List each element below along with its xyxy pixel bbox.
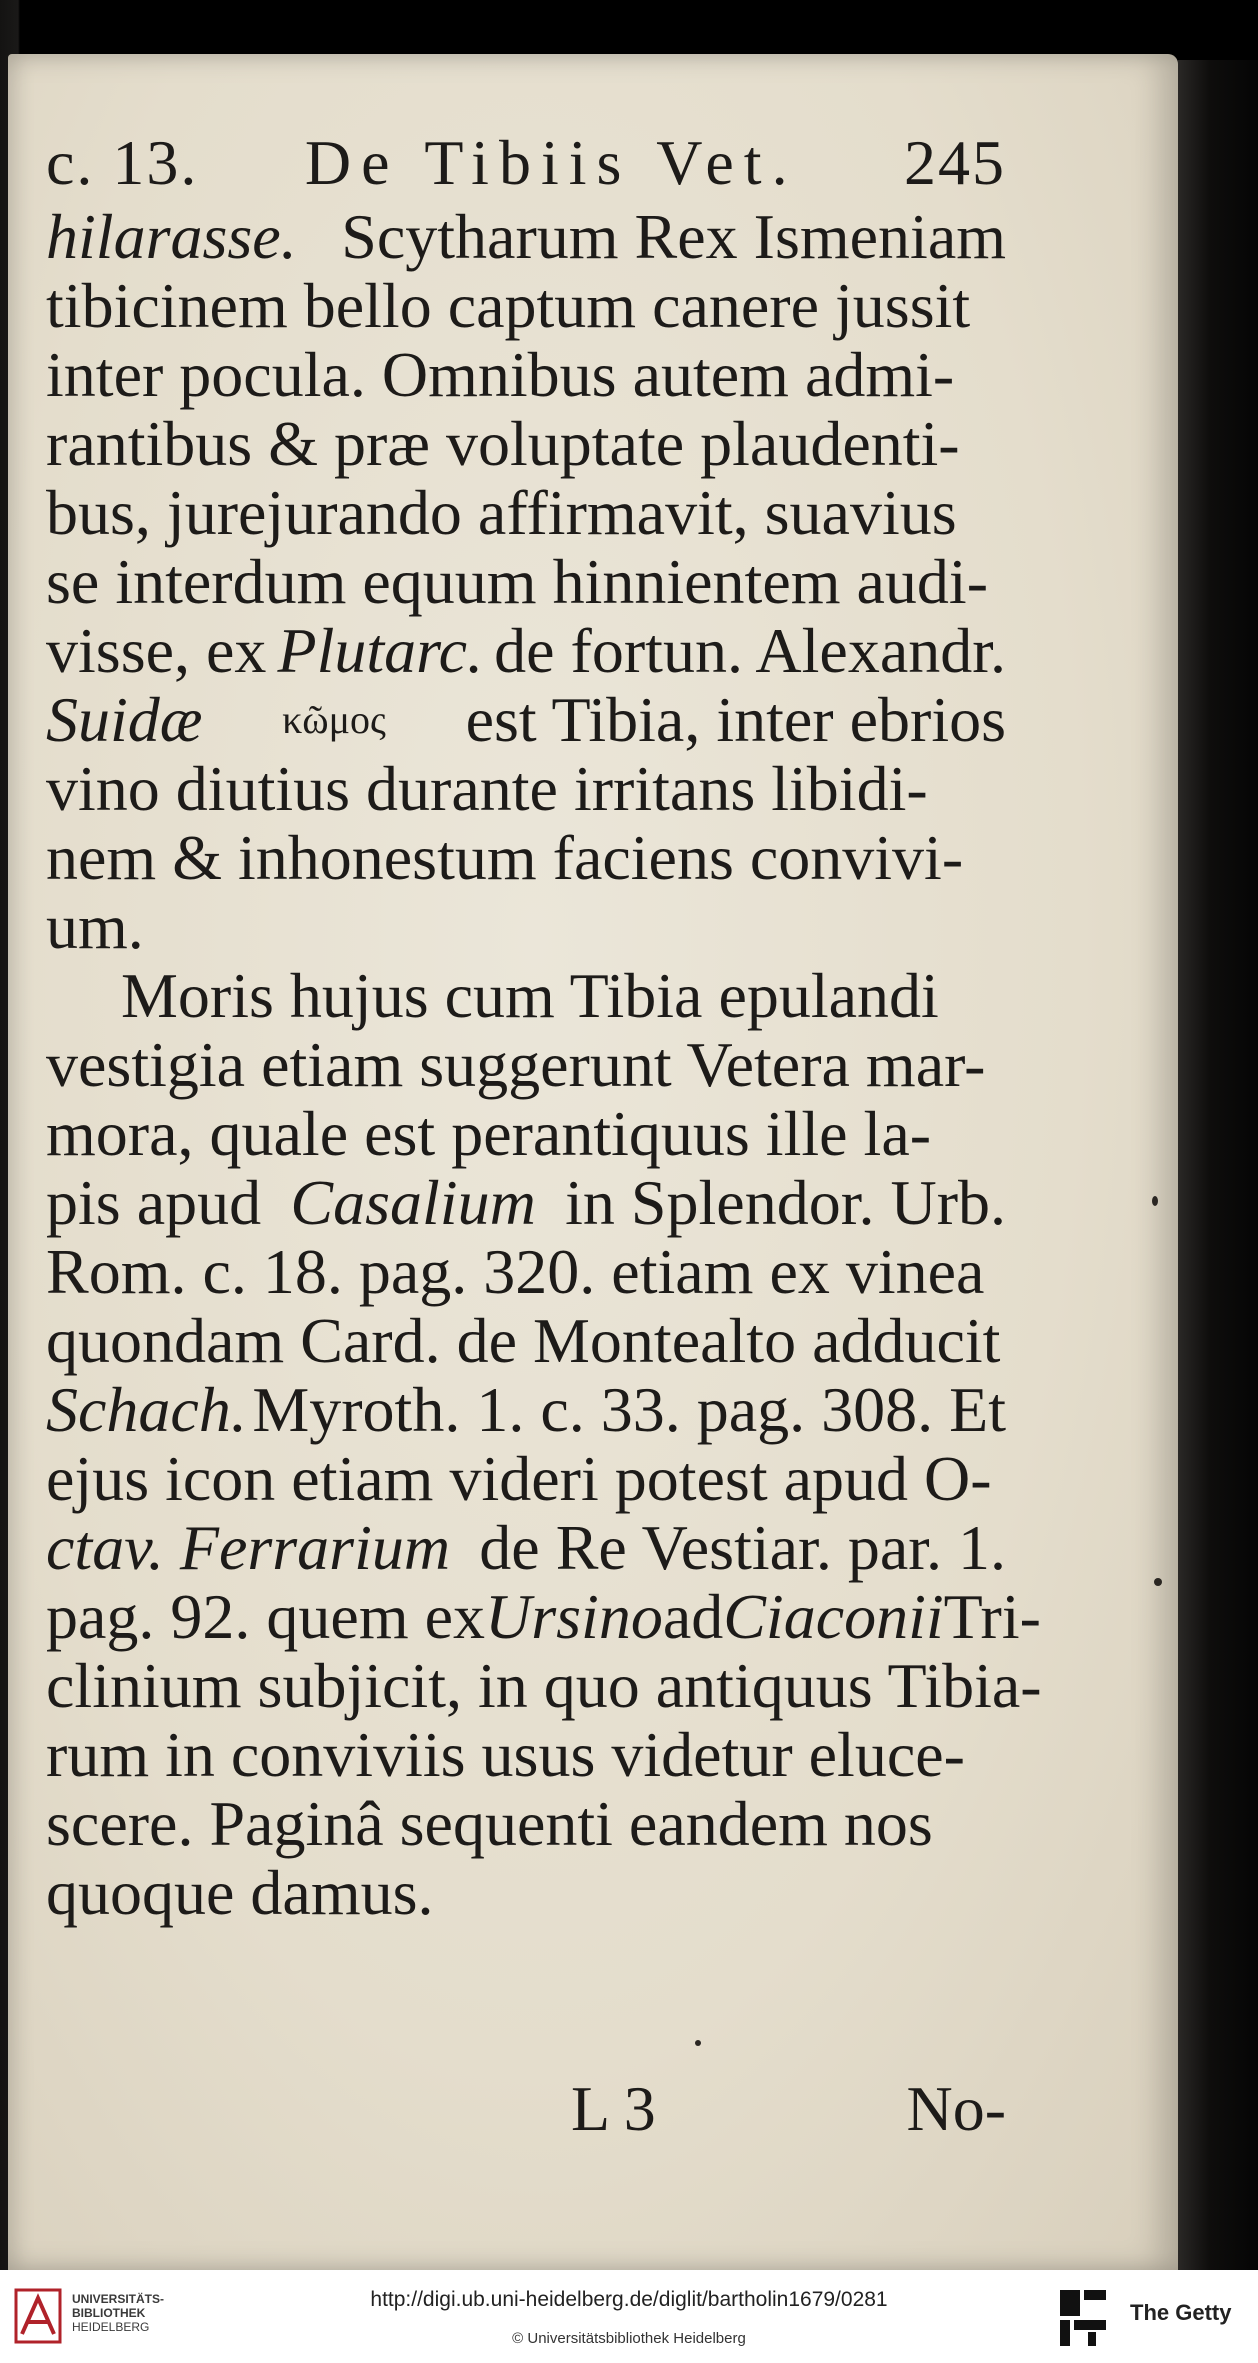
text-line xyxy=(46,823,1006,892)
italic-citation: Plutarc. xyxy=(277,615,484,686)
text-line xyxy=(46,616,1006,685)
chapter-reference: c. 13. xyxy=(46,127,199,198)
text-span: se interdum equum hinnientem audi- xyxy=(46,546,988,617)
ink-speck xyxy=(695,2040,701,2046)
text-line xyxy=(46,1375,1006,1444)
text-line xyxy=(46,1099,1006,1168)
text-span: inter pocula. Omnibus autem admi- xyxy=(46,339,955,410)
partner-name: The Getty xyxy=(1130,2300,1232,2325)
text-line xyxy=(46,1444,1006,1513)
text-line xyxy=(46,961,1006,1030)
catchword: No- xyxy=(906,2073,1006,2144)
text-line xyxy=(46,1720,1006,1789)
text-line xyxy=(46,1858,1006,1927)
italic-word: hilarasse. xyxy=(46,201,297,272)
text-line xyxy=(46,547,1006,616)
running-title: De Tibiis Vet. xyxy=(304,127,798,198)
text-line xyxy=(46,685,1006,754)
text-line xyxy=(46,1789,1006,1858)
institution-line: UNIVERSITÄTS- xyxy=(72,2292,165,2306)
text-span: scere. Paginâ sequenti eandem nos xyxy=(46,1788,933,1859)
text-span: visse, ex xyxy=(46,615,267,686)
italic-citation: Suidæ xyxy=(46,684,203,755)
text-span: bus, jurejurando affirmavit, suavius xyxy=(46,477,957,548)
text-line xyxy=(46,1306,1006,1375)
italic-citation: ctav. Ferrarium xyxy=(46,1512,451,1583)
text-line xyxy=(46,892,1006,961)
ink-speck xyxy=(1154,1578,1162,1586)
text-span: mora, quale est perantiquus ille la- xyxy=(46,1098,932,1169)
permalink-link[interactable]: http://digi.ub.uni-heidelberg.de/diglit/bartholin1679/0281 xyxy=(370,2288,888,2311)
institution-line: BIBLIOTHEK xyxy=(72,2306,146,2320)
text-span: Myroth. 1. c. 33. pag. 308. Et xyxy=(252,1374,1006,1445)
text-line xyxy=(46,1237,1006,1306)
text-line xyxy=(46,340,1006,409)
signature-mark: L 3 xyxy=(571,2073,656,2144)
text-span: pis apud xyxy=(46,1167,262,1238)
text-span: est Tibia, inter ebrios xyxy=(465,684,1006,755)
page-text xyxy=(46,126,1042,2144)
text-span: de fortun. Alexandr. xyxy=(494,615,1006,686)
text-span: rum in conviviis usus videtur eluce- xyxy=(46,1719,965,1790)
text-span: Rom. c. 18. pag. 320. etiam ex vinea xyxy=(46,1236,985,1307)
text-span: de Re Vestiar. par. 1. xyxy=(479,1512,1006,1583)
text-line xyxy=(46,409,1006,478)
copyright-notice: © Universitätsbibliothek Heidelberg xyxy=(512,2330,746,2347)
italic-citation: Ursino xyxy=(485,1581,663,1652)
text-line xyxy=(46,1650,1042,1721)
text-line xyxy=(46,1513,1006,1582)
text-span: um. xyxy=(46,891,144,962)
text-span: rantibus & præ voluptate plaudenti- xyxy=(46,408,960,479)
institution-line: HEIDELBERG xyxy=(72,2320,150,2334)
page-number: 245 xyxy=(904,127,1006,198)
italic-citation: Schach. xyxy=(46,1374,247,1445)
viewer-footer xyxy=(0,2270,1258,2363)
text-span: tibicinem bello captum canere jussit xyxy=(46,270,971,341)
text-span: pag. 92. quem ex xyxy=(46,1581,485,1652)
text-line xyxy=(46,271,1006,340)
text-line xyxy=(46,1030,1006,1099)
running-header xyxy=(46,126,1006,202)
text-line xyxy=(46,754,1006,823)
greek-word: κῶμος xyxy=(282,697,386,742)
text-span: Moris hujus cum Tibia epulandi xyxy=(121,960,939,1031)
italic-citation: Casalium xyxy=(290,1167,536,1238)
text-span: vino diutius durante irritans libidi- xyxy=(46,753,928,824)
getty-logo-icon xyxy=(1058,2288,1108,2348)
text-span: quoque damus. xyxy=(46,1857,434,1928)
text-line xyxy=(46,202,1006,271)
text-span: clinium subjicit, in quo antiquus Tibia- xyxy=(46,1650,1042,1721)
italic-citation: Ciaconii xyxy=(723,1581,944,1652)
text-span: quondam Card. de Montealto adducit xyxy=(46,1305,1001,1376)
text-span: Scytharum Rex Ismeniam xyxy=(341,201,1006,272)
book-binding-edge xyxy=(1178,60,1258,2270)
text-span: Tri- xyxy=(943,1581,1041,1652)
ink-speck xyxy=(1152,1196,1158,1206)
text-span: ejus icon etiam videri potest apud O- xyxy=(46,1443,992,1514)
text-line xyxy=(46,1168,1006,1237)
text-span: nem & inhonestum faciens convivi- xyxy=(46,822,964,893)
text-span: vestigia etiam suggerunt Vetera mar- xyxy=(46,1029,986,1100)
text-span: in Splendor. Urb. xyxy=(565,1167,1006,1238)
page-bottom-line xyxy=(46,2072,1006,2152)
text-line xyxy=(46,1581,1041,1652)
text-line xyxy=(46,478,1006,547)
text-span: ad xyxy=(662,1581,724,1652)
